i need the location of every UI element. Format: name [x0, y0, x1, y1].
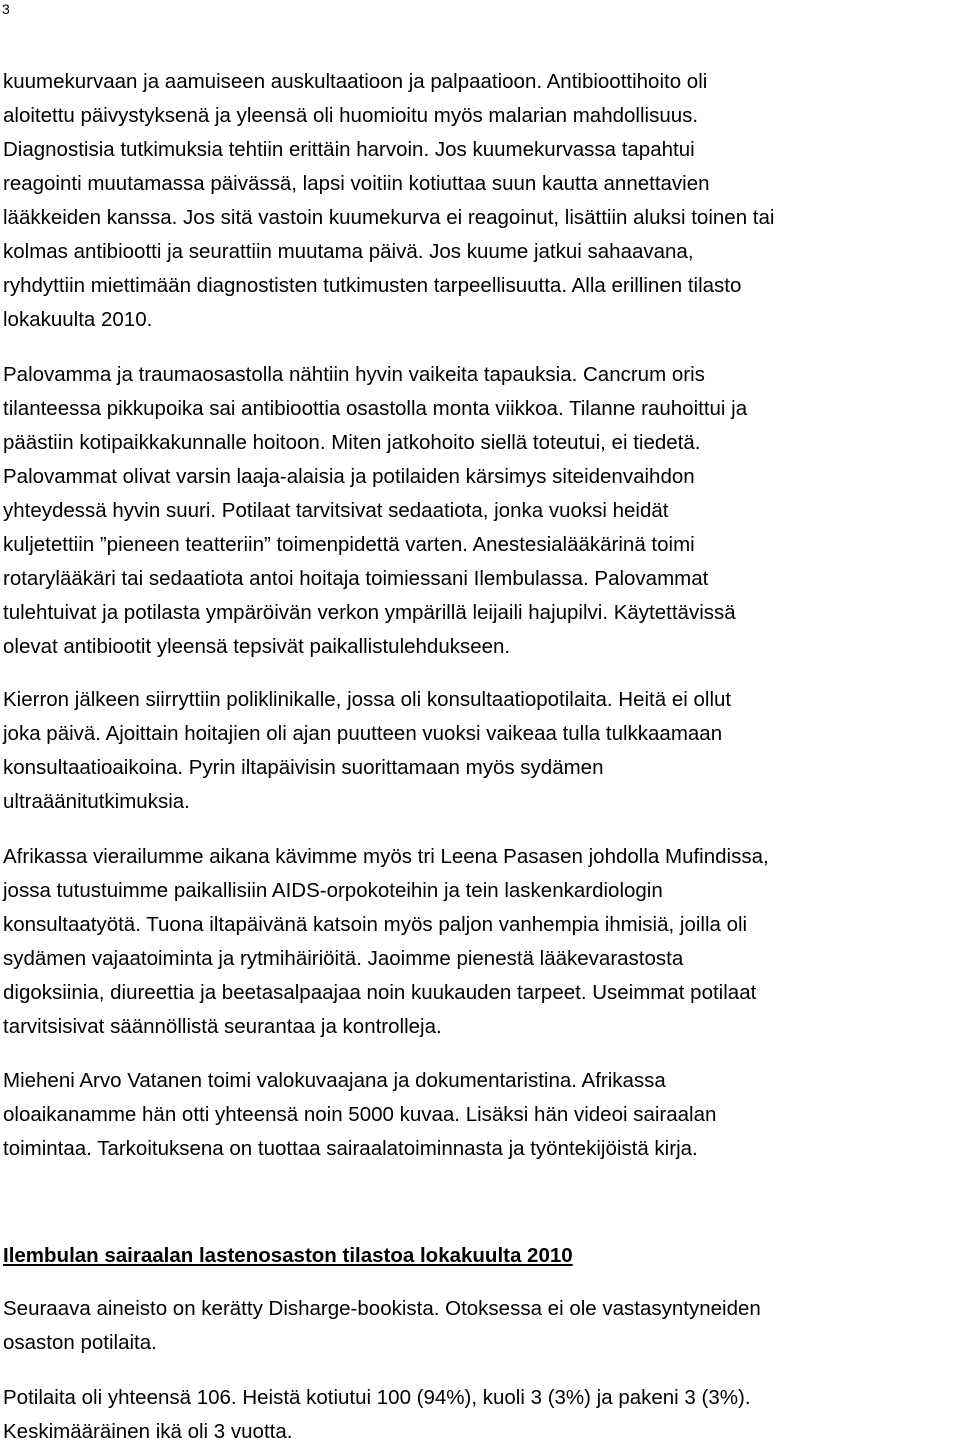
text-line: päästiin kotipaikkakunnalle hoitoon. Miten jatkohoito siellä toteutui, ei tiedetä.: [3, 431, 701, 454]
text-line: Seuraava aineisto on kerätty Disharge-bookista. Otoksessa ei ole vastasyntyneiden: [3, 1297, 761, 1320]
text-line: yhteydessä hyvin suuri. Potilaat tarvitsivat sedaatiota, jonka vuoksi heidät: [3, 499, 669, 522]
paragraph-documentation: [3, 1064, 958, 1166]
text-line: tarvitsisivat säännöllistä seurantaa ja kontrolleja.: [3, 1015, 442, 1038]
section-heading: Ilembulan sairaalan lastenosaston tilastoa lokakuulta 2010: [3, 1244, 573, 1267]
text-line: tilanteessa pikkupoika sai antibioottia osastolla monta viikkoa. Tilanne rauhoittui ja: [3, 397, 748, 420]
text-line: kolmas antibiootti ja seurattiin muutama päivä. Jos kuume jatkui sahaavana,: [3, 240, 694, 263]
text-line: rotarylääkäri tai sedaatiota antoi hoitaja toimiessani Ilembulassa. Palovammat: [3, 567, 709, 590]
text-line: tulehtuivat ja potilasta ympäröivän verkon ympärillä leijaili hajupilvi. Käytettävissä: [3, 601, 736, 624]
text-line: lokakuulta 2010.: [3, 308, 153, 331]
text-line: kuumekurvaan ja aamuiseen auskultaatioon ja palpaatioon. Antibioottihoito oli: [3, 70, 708, 93]
text-line: osaston potilaita.: [3, 1331, 157, 1354]
text-line: konsultaatioaikoina. Pyrin iltapäivisin suorittamaan myös sydämen: [3, 756, 604, 779]
text-line: oloaikanamme hän otti yhteensä noin 5000 kuvaa. Lisäksi hän videoi sairaalan: [3, 1103, 717, 1126]
text-line: sydämen vajaatoiminta ja rytmihäiriöitä. Jaoimme pienestä lääkevarastosta: [3, 947, 684, 970]
text-line: Potilaita oli yhteensä 106. Heistä kotiutui 100 (94%), kuoli 3 (3%) ja pakeni 3 (3%).: [3, 1386, 751, 1409]
text-line: reagointi muutamassa päivässä, lapsi voitiin kotiuttaa suun kautta annettavien: [3, 172, 710, 195]
paragraph-fever-treatment: [3, 65, 958, 337]
text-line: Palovammat olivat varsin laaja-alaisia ja potilaiden kärsimys siteidenvaihdon: [3, 465, 695, 488]
text-line: konsultaatyötä. Tuona iltapäivänä katsoin myös paljon vanhempia ihmisiä, joilla oli: [3, 913, 748, 936]
page-number: 3: [2, 1, 10, 17]
text-line: Keskimääräinen ikä oli 3 vuotta.: [3, 1420, 293, 1443]
text-line: joka päivä. Ajoittain hoitajien oli ajan puutteen vuoksi vaikeaa tulla tulkkaamaan: [3, 722, 723, 745]
text-line: toimintaa. Tarkoituksena on tuottaa sairaalatoiminnasta ja työntekijöistä kirja.: [3, 1137, 698, 1160]
paragraph-data-source: [3, 1292, 958, 1360]
text-line: Kierron jälkeen siirryttiin poliklinikalle, jossa oli konsultaatiopotilaita. Heitä ei ollut: [3, 688, 732, 711]
text-line: Afrikassa vierailumme aikana kävimme myös tri Leena Pasasen johdolla Mufindissa,: [3, 845, 769, 868]
text-line: olevat antibiootit yleensä tepsivät paikallistulehdukseen.: [3, 635, 511, 658]
text-line: kuljetettiin ”pieneen teatteriin” toimenpidettä varten. Anestesialääkärinä toimi: [3, 533, 695, 556]
text-line: lääkkeiden kanssa. Jos sitä vastoin kuumekurva ei reagoinut, lisättiin aluksi toinen tai: [3, 206, 775, 229]
text-line: aloitettu päivystyksenä ja yleensä oli huomioitu myös malarian mahdollisuus.: [3, 104, 699, 127]
paragraph-mufindi-visit: [3, 840, 958, 1044]
paragraph-burn-ward: [3, 358, 958, 664]
text-line: Mieheni Arvo Vatanen toimi valokuvaajana ja dokumentaristina. Afrikassa: [3, 1069, 666, 1092]
text-line: digoksiinia, diureettia ja beetasalpaajaa noin kuukauden tarpeet. Useimmat potilaat: [3, 981, 757, 1004]
text-line: Diagnostisia tutkimuksia tehtiin erittäin harvoin. Jos kuumekurvassa tapahtui: [3, 138, 695, 161]
paragraph-patient-statistics: [3, 1381, 958, 1449]
text-line: jossa tutustuimme paikallisiin AIDS-orpokoteihin ja tein laskenkardiologin: [3, 879, 663, 902]
paragraph-outpatient-clinic: [3, 683, 958, 819]
text-line: Palovamma ja traumaosastolla nähtiin hyvin vaikeita tapauksia. Cancrum oris: [3, 363, 705, 386]
text-line: ultraäänitutkimuksia.: [3, 790, 190, 813]
text-line: ryhdyttiin miettimään diagnostisten tutkimusten tarpeellisuutta. Alla erillinen tilasto: [3, 274, 742, 297]
